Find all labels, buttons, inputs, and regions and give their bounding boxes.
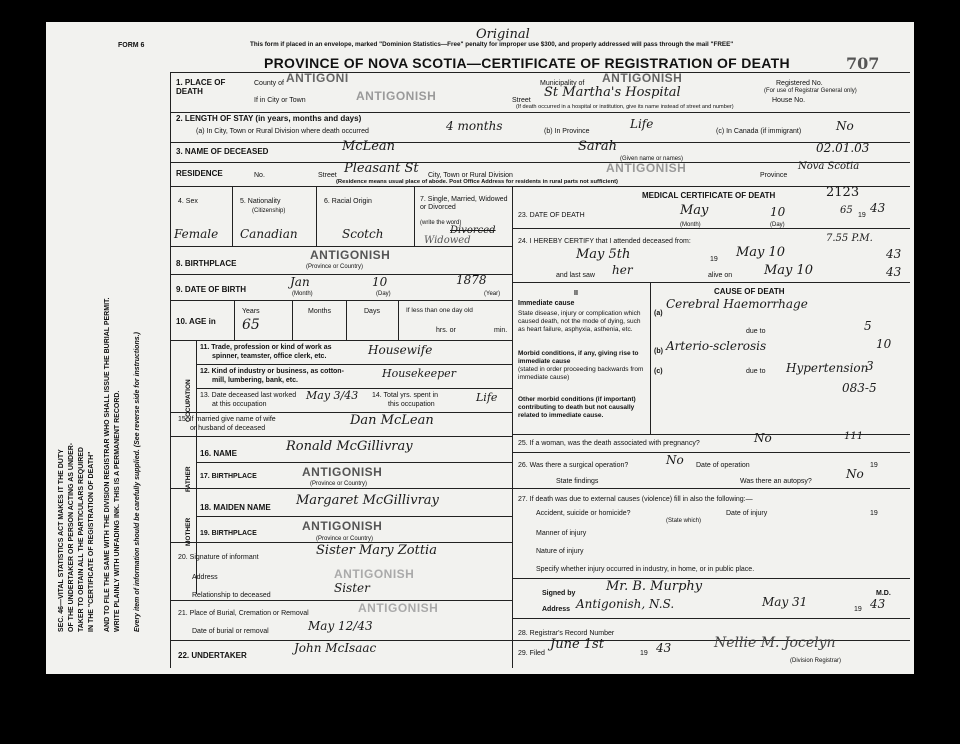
signed-year: 43 (870, 597, 886, 611)
attended-time: 7.55 P.M. (826, 233, 873, 244)
q25-value: No (754, 431, 772, 445)
birthplace-value: ANTIGONISH (310, 248, 391, 262)
form-number: FORM 6 (118, 42, 145, 49)
dob-month: Jan (290, 275, 310, 289)
years-spent-value: Life (476, 391, 498, 404)
code-a: 5 (864, 319, 872, 333)
immediate-cause: Cerebral Haemorrhage (666, 297, 808, 311)
dob-day: 10 (372, 275, 388, 289)
attended-from: May 5th (576, 247, 631, 262)
signed-date: May 31 (762, 595, 808, 609)
county-value: ANTIGONI (286, 71, 349, 85)
trade-value: Housewife (368, 343, 433, 357)
hospital-name: St Martha's Hospital (544, 85, 681, 100)
sex-value: Female (174, 227, 219, 241)
q25-code: 111 (844, 431, 864, 442)
stay-b: Life (630, 117, 654, 131)
burial-place: ANTIGONISH (358, 601, 439, 615)
registrar-signature: Nellie M. Jocelyn (714, 635, 836, 651)
morbid-c: Hypertension (786, 361, 869, 375)
deceased-surname: McLean (342, 139, 396, 154)
stay-a: 4 months (446, 119, 503, 133)
death-month: May (680, 203, 709, 218)
dob-year: 1878 (456, 273, 487, 287)
place-of-death-label: 1. PLACE OF DEATH (176, 78, 226, 96)
code-other: 083-5 (842, 381, 877, 395)
informant-signature: Sister Mary Zottia (316, 543, 437, 558)
alive-year: 43 (886, 265, 902, 279)
informant-relationship: Sister (334, 581, 370, 595)
deceased-given: Sarah (578, 139, 617, 154)
nationality-value: Canadian (240, 227, 298, 241)
mother-birthplace: ANTIGONISH (302, 519, 383, 533)
mail-notice: This form if placed in an envelope, marked "Dominion Statistics—Free" penalty for improper use $300, and properly addressed will pass through the mail "FREE" (250, 41, 734, 48)
certificate-title: PROVINCE OF NOVA SCOTIA—CERTIFICATE OF REGISTRATION OF DEATH (264, 55, 790, 71)
side-instructions: SEC. 46—VITAL STATISTICS ACT MAKES IT THE DUTY OF THE UNDERTAKER OR PERSON ACTING AS UNDER- TAKER TO OBTAIN ALL THE PARTICULARS REQUIRED IN THE "CERTIFICATE OF REGISTRATION OF DEATH" AND TO FILE THE SAME WITH THE DIVISION REGISTRAR WHO SHALL ISSUE THE BURIAL PERMIT. WRITE PLAINLY WITH UNFADING INK. THIS IS A PERMANENT RECORD. Every item of information should be carefully supplied. (See reverse side for instructions.) (58, 297, 141, 632)
deceased-code: 02.01.03 (816, 141, 870, 155)
stay-c: No (836, 119, 854, 133)
alive-date: May 10 (764, 263, 814, 278)
attended-to: May 10 (736, 245, 786, 260)
marital-struck: Divorced (450, 225, 496, 236)
medical-header: MEDICAL CERTIFICATE OF DEATH (642, 191, 776, 200)
informant-address: ANTIGONISH (334, 567, 415, 581)
filed-date: June 1st (550, 637, 604, 652)
residence-city: ANTIGONISH (606, 161, 687, 175)
death-year-prefix: 65 (840, 205, 853, 216)
morbid-b: Arterio-sclerosis (666, 339, 767, 353)
residence-street: Pleasant St (344, 161, 419, 176)
city-value: ANTIGONISH (356, 89, 437, 103)
medical-number: 2123 (826, 185, 860, 200)
occupation-section: OCCUPATION (185, 379, 192, 422)
municipality-value: ANTIGONISH (602, 71, 683, 85)
q26-value: No (666, 453, 684, 467)
reg-number-stamp: 707 (846, 54, 880, 73)
spouse-value: Dan McLean (350, 413, 434, 428)
last-saw: her (612, 263, 633, 277)
code-b: 10 (876, 337, 892, 351)
filed-year: 43 (656, 641, 672, 655)
death-year: 43 (870, 201, 886, 215)
marital-value: Widowed (424, 235, 471, 246)
undertaker-value: John McIsaac (294, 641, 377, 655)
physician-address: Antigonish, N.S. (576, 597, 675, 611)
burial-date: May 12/43 (308, 619, 373, 633)
father-name: Ronald McGillivray (286, 439, 413, 454)
mother-maiden: Margaret McGillivray (296, 493, 439, 508)
death-certificate: FORM 6 This form if placed in an envelope, marked "Dominion Statistics—Free" penalty for improper use $300, and properly addressed will pass through the mail "FREE" Original PROVINCE OF NOVA SCOTIA—CERTIFICATE OF REGISTRATION OF DEATH 707 SEC. 46—VITAL STATISTICS ACT MAKES IT THE DUTY OF THE UNDERTAKER OR PERSON ACTING AS UNDER- TAKER TO OBTAIN ALL THE PARTICULARS REQUIRED IN THE "CERTIFICATE OF REGISTRATION OF DEATH" AND TO FILE THE SAME WITH THE DIVISION REGISTRAR WHO SHALL ISSUE THE BURIAL PERMIT. WRITE PLAINLY WITH UNFADING INK. THIS IS A PERMANENT RECORD. Every item of information should be carefully supplied. (See reverse side for instructions.) 1. PLACE OF DEATH County of ANTIGONI Municipality of ANTIGONISH Registered No. (For use of Registrar General only) If in City or Town ANTIGONISH Street St Martha's Hospital House No. (If death occurred in a hospital or institution, give its name instead of street and number) 2. LENGTH OF STAY (in years, months and days) (a) In City, Town or Rural Division where death occurred 4 months (b) In Province Life (c) In Canada (if immigrant) No 3. NAME OF DECEASED McLean Sarah (Given name or names) 02.01.03 RESIDENCE No. Street Pleasant St City, Town or Rural Division ANTIGONISH Province Nova Scotia (Residence means usual place of abode. Post Office Address for residents in rural parts not sufficient) 4. Sex Female 5. Nationality (Citizenship) Canadian 6. Racial Origin Scotch 7. Single, Married, Widowed or Divorced (write the word) Divorced Widowed 8. BIRTHPLACE ANTIGONISH (Province or Country) 9. DATE OF BIRTH Jan 10 1878 (Month) (Day) (Year) 10. AGE in Years 65 Months Days If less than one day old hrs. or min. OCCUPATION 11. Trade, profession or kind of work as spinner, teamster, office clerk, etc. Housewife 12. Kind of industry or business, as cotton- mill, lumbering, bank, etc. Housekeeper 13. Date deceased last worked at this occupation May 3/43 14. Total yrs. spent in this occupation Life 15. If married give name of wife or husband of deceased Dan McLean FATHER 16. NAME Ronald McGillivray 17. BIRTHPLACE ANTIGONISH (Province or Country) MOTHER 18. MAIDEN NAME Margaret McGillivray 19. BIRTHPLACE ANTIGONISH (Province or Country) 20. Signature of informant Sister Mary Zottia Address ANTIGONISH Relationship to deceased Sister 21. Place of Burial, Cremation or Removal ANTIGONISH Date of burial or removal May 12/43 22. UNDERTAKER John McIsaac MEDICAL CERTIFICATE OF DEATH 2123 23. DATE OF DEATH May 10 65 19 43 (Month) (Day) 24. I HEREBY CERTIFY that I attended deceased from: May 5th 19 May 10 7.55 P.M. 43 and last saw her alive on May 10 43 CAUSE OF DEATH II Immediate cause State disease, injury or complication which caused death, not the mode of dying, such as heart failure, asphyxia, asthenia, etc. (a) Cerebral Haemorrhage due to 5 Morbid conditions, if any, giving rise to immediate cause (stated in order proceeding backwards from immediate cause) (b) Arterio-sclerosis 10 due to (c) Hypertension 3 Other morbid conditions (if important) contributing to death but not causally related to immediate cause. 083-5 25. If a woman, was the death associated with pregnancy? No 111 26. Was there a surgical operation? No Date of operation 19 State findings Was there an autopsy? No 27. If death was due to external causes (violence) fill in also the following:— Accident, suicide or homicide? (State which) Date of injury 19 Manner of injury Nature of injury Specify whether injury occurred in industry, in home, or in public place. Signed by Mr. B. Murphy M.D. Address Antigonish, N.S. May 31 19 43 28. Registrar's Record Number 29. Filed June 1st 19 43 Nellie M. Jocelyn (Division Registrar) (46, 22, 914, 674)
father-birthplace: ANTIGONISH (302, 465, 383, 479)
racial-value: Scotch (342, 227, 384, 241)
original-note: Original (476, 27, 530, 42)
industry-value: Housekeeper (382, 367, 456, 380)
residence-province: Nova Scotia (798, 161, 860, 172)
attended-to-year: 43 (886, 247, 902, 261)
code-c: 3 (866, 359, 874, 373)
age-years: 65 (242, 317, 260, 333)
autopsy-value: No (846, 467, 864, 481)
last-worked-value: May 3/43 (306, 389, 359, 402)
death-day: 10 (770, 205, 786, 219)
physician-signature: Mr. B. Murphy (606, 579, 703, 594)
